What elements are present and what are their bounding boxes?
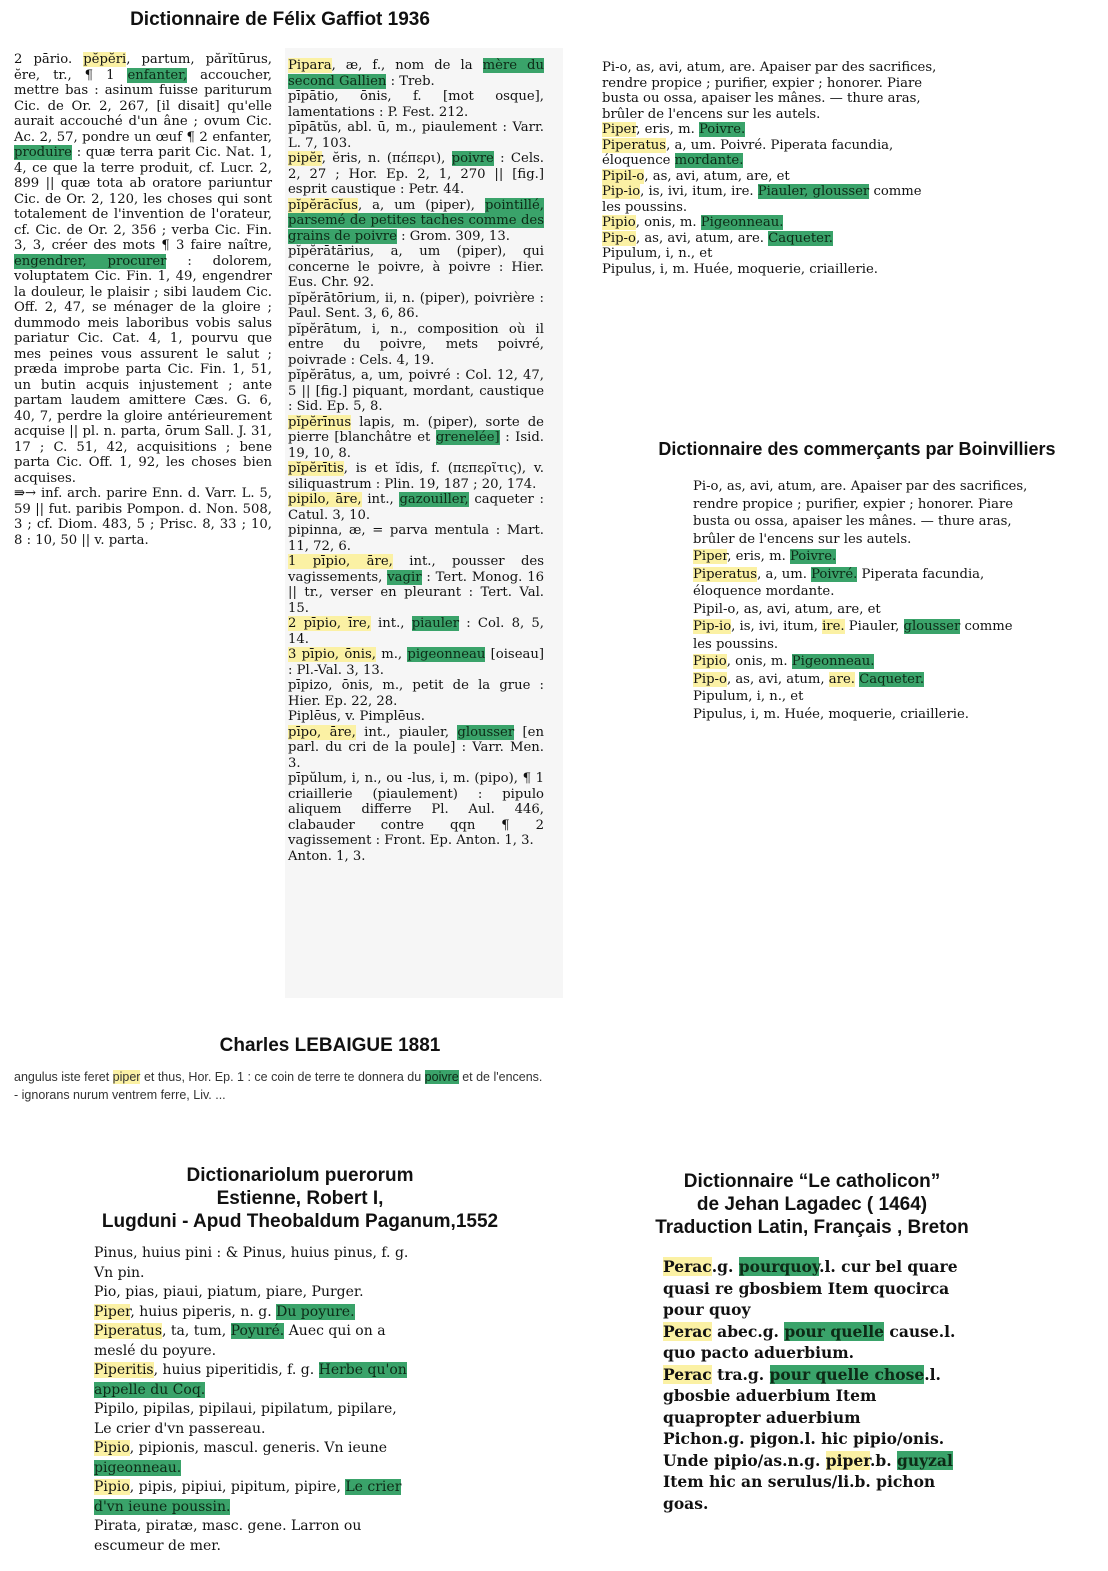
highlight-headword: Piperatus (602, 137, 667, 153)
entry-text: pĭpĕrātōrium, ii, n. (piper), poivrière : Paul. Sent. 3, 6, 86. (288, 290, 544, 321)
estienne-heading-line-3: Lugduni - Apud Theobaldum Paganum,1552 (101, 1211, 499, 1232)
entry-text: lapis, m. (piper), sorte de pierre [blanchâtre et (288, 414, 544, 445)
highlight-headword: Piper (602, 122, 637, 137)
highlight-headword: Piperatus (693, 566, 758, 582)
entry-text: , onis, m. (635, 215, 701, 230)
dictionary-entry (14, 1086, 714, 1104)
dictionary-entry (14, 1068, 714, 1086)
highlight-translation: Caqueter. (859, 671, 925, 687)
highlight-translation: enfanter, (127, 67, 188, 83)
estienne-entries (94, 1244, 412, 1556)
dictionary-entry (693, 671, 1033, 689)
gaffiot-column-2 (288, 58, 544, 864)
highlight-headword: pĭpĕrīnus (288, 414, 352, 430)
entry-text: et thus, Hor. Ep. 1 : ce coin de terre te donnera du (140, 1070, 425, 1084)
dictionary-entry (288, 415, 544, 462)
entry-text: , ĕris, n. (πέπερι), (321, 151, 452, 166)
dictionary-entry (288, 523, 544, 554)
entry-text: Pio, pias, piaui, piatum, piare, Purger. (94, 1284, 364, 1300)
estienne-heading-line-2: Estienne, Robert I, (216, 1188, 384, 1209)
highlight-headword: Pipil-o (602, 168, 645, 184)
dictionary-entry (94, 1361, 412, 1400)
entry-text: Pipulus, i, m. Huée, moquerie, criaillerie. (693, 706, 970, 722)
highlight-translation: Le crier d'vn ieune poussin. (94, 1479, 402, 1515)
highlight-translation: Poyuré. (230, 1323, 285, 1339)
dictionary-entry (288, 461, 544, 492)
dictionary-entry (602, 246, 942, 262)
dictionary-entry (288, 492, 544, 523)
dictionary-entry (663, 1364, 979, 1429)
entry-text: Pipilo, pipilas, pipilaui, pipilatum, pipilare, Le crier d'vn passereau. (94, 1401, 397, 1437)
entry-text: Anton. 1, 3. (288, 848, 366, 864)
highlight-translation: Poivre. (698, 122, 746, 137)
dictionary-entry (602, 60, 942, 122)
entry-text: .b. (869, 1450, 897, 1470)
dictionary-entry (693, 548, 1033, 566)
highlight-translation: Herbe qu'on appelle du Coq. (94, 1362, 407, 1398)
dictionary-entry (288, 120, 544, 151)
dictionary-entry (288, 368, 544, 415)
highlight-headword: Piper (693, 549, 728, 564)
entry-text: Piauler, (844, 619, 904, 634)
lebaigue-heading: Charles LEBAIGUE 1881 (219, 1035, 441, 1056)
entry-text: , as, avi, atum, (726, 671, 829, 687)
entry-text: , huius piperitidis, f. g. (153, 1362, 319, 1378)
dictionary-entry (94, 1517, 412, 1556)
highlight-headword: 2 pīpio, īre, (288, 616, 371, 631)
entry-text: , eris, m. (727, 549, 790, 564)
dictionary-entry (693, 688, 1033, 706)
entry-text: - ignorans nurum ventrem ferre, Liv. ... (14, 1088, 226, 1102)
dictionary-entry (602, 184, 942, 215)
entry-text: , pipis, pipiui, pipitum, pipire, (129, 1479, 346, 1495)
entry-text: Pi-o, as, avi, atum, are. Apaiser par des sacrifices, rendre propice ; purifier, expier ; honorer. Piare busta ou ossa, apaiser les mânes. — thure aras, brûler de l'encens sur les autels. (693, 479, 1028, 547)
dictionary-entry (288, 616, 544, 647)
highlight-translation: gazouiller, (399, 492, 469, 507)
dictionary-entry (288, 709, 544, 725)
highlight-translation: pigeonneau (407, 647, 486, 662)
highlight-translation: produire (14, 145, 72, 160)
highlight-headword: Piper (94, 1303, 131, 1320)
boinvilliers-entries (693, 478, 1033, 723)
entry-text: , eris, m. (636, 122, 699, 137)
entry-text: 2 pārio. (14, 52, 84, 67)
entry-text: , as, avi, atum, are, et (644, 168, 790, 184)
dictionary-entry (288, 725, 544, 772)
entry-text: Pipulus, i, m. Huée, moquerie, criaillerie. (602, 261, 879, 277)
highlight-headword: pipĕr (288, 151, 322, 166)
dictionary-entry (288, 151, 544, 198)
entry-text: cause.l. quo pacto aduerbium. (663, 1321, 956, 1362)
entry-text: tra.g. (711, 1364, 770, 1384)
highlight-translation: pointillé, parsemé de petites taches comme des grains de poivre (288, 197, 544, 244)
entry-text: , a, um (piper), (357, 197, 485, 213)
dictionary-entry (693, 653, 1033, 671)
catholicon-heading-line-1: Dictionnaire “Le catholicon” (683, 1171, 941, 1192)
entry-text: Piperata facundia, éloquence mordante. (693, 566, 985, 599)
dictionary-entry (94, 1439, 412, 1478)
estienne-heading (20, 1164, 580, 1233)
highlight-headword: ire. (822, 619, 845, 634)
highlight-translation: pour quelle (784, 1321, 884, 1341)
entry-text: abec.g. (711, 1321, 785, 1341)
dictionary-entry (14, 52, 272, 486)
entry-text: : Treb. (386, 73, 435, 89)
entry-text: comme les poussins. (602, 184, 922, 215)
highlight-translation: poivre (424, 1070, 459, 1084)
entry-text: , pipionis, mascul. generis. Vn ieune (129, 1440, 388, 1456)
highlight-headword: Pipio (602, 215, 636, 230)
dictionary-entry (288, 554, 544, 616)
dictionary-entry (288, 198, 544, 245)
dictionary-entry (602, 262, 942, 278)
dictionary-entry (693, 618, 1033, 653)
catholicon-heading-line-2: de Jehan Lagadec ( 1464) (696, 1194, 928, 1215)
highlight-translation: Caqueter. (768, 230, 833, 246)
entry-text: .l. cur bel quare quasi re gbosbiem Item quocirca pour quoy (663, 1257, 958, 1319)
highlight-headword: pĭpĕrītis (288, 461, 344, 476)
highlight-translation: Du poyure. (276, 1303, 355, 1320)
entry-text: Item hic an serulus/li.b. pichon goas. (663, 1472, 936, 1513)
entry-text: , is, ivi, itum, (731, 619, 823, 634)
entry-text: Auec qui on a meslé du poyure. (94, 1323, 386, 1359)
entry-text: Pinus, huius pini : & Pinus, huius pinus, f. g. Vn pin. (94, 1245, 409, 1281)
catholicon-heading (612, 1170, 1012, 1239)
dictionary-entry (288, 678, 544, 709)
entry-text: : Grom. 309, 13. (396, 228, 510, 244)
dictionary-entry (288, 89, 544, 120)
boinvilliers-heading: Dictionnaire des commerçants par Boinvilliers (658, 439, 1056, 459)
highlight-translation: Piauler, glousser (757, 184, 870, 199)
highlight-translation: pour quelle chose (769, 1364, 925, 1384)
highlight-headword: Pip-o (602, 230, 636, 246)
entry-text: Pirata, piratæ, masc. gene. Larron ou escumeur de mer. (94, 1518, 362, 1554)
entry-text: , partum, părĭtūrus, ĕre, tr., ¶ 1 (14, 52, 272, 83)
highlight-translation: Pigeonneau. (700, 215, 784, 230)
dictionary-entry (663, 1256, 979, 1321)
highlight-translation: Poivré. (811, 566, 858, 582)
highlight-headword: Pip-o (693, 671, 727, 687)
entry-text: [en parl. du cri de la poule] : Varr. Men. 3. (288, 724, 544, 771)
dictionary-entry (94, 1244, 412, 1283)
highlight-headword: pīpo, āre, (288, 724, 356, 740)
dictionary-entry (602, 231, 942, 247)
highlight-headword: Pipio (693, 654, 727, 669)
dictionary-entry (94, 1303, 412, 1323)
entry-text: Pi-o, as, avi, atum, are. Apaiser par des sacrifices, rendre propice ; purifier, expier ; honorer. Piare busta ou ossa, apaiser les mânes. — thure aras, brûler de l'encens sur les autels. (602, 60, 937, 122)
estienne-heading-line-1: Dictionariolum puerorum (186, 1165, 414, 1186)
highlight-headword: Pip-io (693, 619, 732, 634)
dictionary-entry (693, 706, 1033, 724)
dictionary-entry (288, 647, 544, 678)
highlight-headword: are. (828, 671, 855, 687)
entry-text: pīpŭlum, i, n., ou -lus, i, m. (pipo), ¶ 1 criaillerie (piaulement) : pipulo aliquem differre Pl. Aul. 446, clabauder contre qqn ¶ 2 vagissement : Front. Ep. Anton. 1, 3. (288, 771, 544, 848)
highlight-translation: glousser (457, 724, 515, 740)
entry-text: : Isid. 19, 10, 8. (288, 430, 544, 461)
entry-text: pīpātŭs, abl. ū, m., piaulement : Varr. L. 7, 103. (288, 120, 544, 151)
highlight-translation: vagir (387, 569, 422, 585)
highlight-headword: Perac (663, 1257, 712, 1276)
entry-text: , onis, m. (726, 654, 792, 669)
highlight-headword: Pipio (94, 1440, 130, 1456)
gaffiot-column-1 (14, 52, 272, 548)
dictionary-entry (94, 1400, 412, 1439)
dictionary-entry (288, 291, 544, 322)
entry-text: et de l'encens. (458, 1070, 543, 1084)
entry-text: , is et ĭdis, f. (πεπερῖτις), v. siliquastrum : Plin. 19, 187 ; 20, 174. (288, 461, 544, 492)
dictionary-entry (602, 138, 942, 169)
dictionary-entry (602, 122, 942, 138)
highlight-headword: pĕpĕri (83, 52, 127, 67)
highlight-headword: Piperitis (94, 1362, 154, 1378)
dictionary-entry (288, 849, 544, 865)
highlight-translation: Poivre. (789, 549, 837, 564)
highlight-translation: Pigeonneau. (791, 654, 875, 669)
dictionary-entry (94, 1322, 412, 1361)
entry-text: Pipulum, i, n., et (602, 246, 713, 261)
entry-text: caqueter : Catul. 3, 10. (288, 492, 544, 523)
entry-text: ⇛→ inf. arch. parire Enn. d. Varr. L. 5, 59 || fut. paribis Pompon. d. Non. 508, 3 ; cf. Diom. 483, 5 ; Prisc. 8, 33 ; 10, 8 : 10, 50 || v. parta. (14, 486, 272, 548)
highlight-translation: pourquoy (738, 1257, 820, 1276)
dictionary-entry (693, 566, 1033, 601)
highlight-headword: 3 pīpio, ōnis, (288, 647, 376, 662)
highlight-translation: mordante. (674, 153, 744, 168)
gaffiot-column-3 (602, 60, 942, 277)
entry-text: : quæ terra parit Cic. Nat. 1, 4, ce que la terre produit, cf. Lucr. 2, 899 || quæ tota ab oratore pariuntur Cic. de Or. 2, 120, les choses qui sont totalement de l'invention de l'orateur, cf. Cic. de Or. 2, 356 ; verba Cic. Fin. 3, 3, créer des mots ¶ 3 faire naître, (14, 145, 272, 253)
entry-text: : Tert. Monog. 16 || tr., verser en pleurant : Tert. Val. 15. (288, 569, 544, 616)
dictionary-entry (693, 478, 1033, 548)
entry-text: int., (361, 492, 400, 507)
highlight-headword: piper (825, 1450, 870, 1470)
entry-text: .l. gbosbie aduerbium Item quapropter aduerbium (663, 1364, 941, 1427)
dictionary-entry (663, 1321, 979, 1364)
highlight-translation: piauler (411, 616, 460, 631)
highlight-translation: grenelée] (435, 430, 500, 445)
highlight-headword: Piperatus (94, 1323, 163, 1339)
entry-text: m., (375, 647, 408, 662)
entry-text: , a, um. (757, 566, 812, 582)
dictionary-entry (288, 322, 544, 369)
highlight-headword: Pipara (288, 58, 332, 73)
entry-text: pĭpĕrātārius, a, um (piper), qui concerne le poivre, à poivre : Hier. Eus. Chr. 92. (288, 244, 544, 290)
entry-text: : Cels. 2, 27 ; Hor. Ep. 2, 1, 270 || [fig.] esprit caustique : Petr. 44. (288, 151, 544, 197)
dictionary-entry (288, 771, 544, 849)
entry-text: angulus iste feret (14, 1070, 113, 1084)
highlight-translation: pigeonneau. (94, 1459, 182, 1476)
entry-text: Pichon.g. pigon.l. hic pipio/onis. Unde pipio/as.n.g. (663, 1429, 945, 1470)
dictionary-entry (14, 486, 272, 548)
highlight-headword: Perac (663, 1321, 712, 1341)
entry-text: pĭpĕrātus, a, um, poivré : Col. 12, 47, 5 || [fig.] piquant, mordant, caustique : Sid. Ep. 5, 8. (288, 368, 544, 414)
entry-text: int., pousser des vagissements, (288, 554, 544, 585)
gaffiot-heading: Dictionnaire de Félix Gaffiot 1936 (130, 9, 430, 30)
highlight-headword: pĭpĕrācĭus (288, 197, 358, 213)
entry-text: , æ, f., nom de la (331, 58, 483, 73)
entry-text: , is, ivi, itum, ire. (640, 184, 758, 199)
catholicon-heading-line-3: Traduction Latin, Français , Breton (655, 1217, 969, 1238)
entry-text: Pipil-o, as, avi, atum, are, et (693, 601, 881, 617)
entry-text: pīpātio, ōnis, f. [mot osque], lamentations : P. Fest. 212. (288, 89, 544, 120)
entry-text: comme les poussins. (693, 619, 1013, 652)
dictionary-entry (94, 1478, 412, 1517)
highlight-translation: mère du second Gallien (288, 58, 544, 89)
highlight-translation: guyzal (897, 1450, 953, 1470)
highlight-headword: piper (112, 1070, 141, 1084)
highlight-translation: poivre (451, 151, 494, 166)
dictionary-entry (602, 215, 942, 231)
lebaigue-entries (14, 1068, 714, 1104)
dictionary-entry (663, 1428, 979, 1514)
entry-text: Pipulum, i, n., et (693, 689, 804, 704)
entry-text: accoucher, mettre bas : asinum fuisse pariturum Cic. de Or. 2, 267, [il disait] qu'elle aurait accouché d'un âne ; ovum Cic. Ac. 2, 57, pondre un œuf ¶ 2 enfanter, (14, 67, 272, 145)
dictionary-entry (693, 601, 1033, 619)
entry-text: [oiseau] : Pl.-Val. 3, 13. (288, 647, 545, 678)
dictionary-entry (288, 58, 544, 89)
entry-text: Piplēus, v. Pimplēus. (288, 709, 425, 724)
entry-text: , a, um. Poivré. Piperata facundia, éloquence (602, 137, 894, 168)
highlight-headword: pipilo, āre, (288, 492, 362, 507)
entry-text: int., (370, 616, 412, 631)
entry-text: .g. (711, 1257, 739, 1276)
entry-text: pīpizo, ōnis, m., petit de la grue : Hier. Ep. 22, 28. (288, 678, 544, 709)
entry-text: , ta, tum, (162, 1323, 231, 1339)
entry-text: : Col. 8, 5, 14. (288, 616, 544, 647)
entry-text: : dolorem, voluptatem Cic. Fin. 1, 49, engendrer la douleur, le plaisir ; sibi laudem Cic. Off. 2, 47, se ménager de la gloire ; dummodo meis laboribus vobis salus pariatur Cic. Cat. 4, 1, pourvu que mes peines vous assurent le salut ; præda improbe parta Cic. Fin. 1, 51, un butin acquis injustement ; ante partam laudem amittere Cæs. G. 6, 40, 7, perdre la gloire antérieurement acquise || pl. n. parta, ōrum Sall. J. 31, 17 ; C. 51, 42, acquisitions ; bene parta Cic. Off. 1, 92, les choses bien acquises. (14, 253, 272, 486)
highlight-translation: glousser (903, 619, 961, 634)
highlight-headword: Perac (663, 1364, 712, 1384)
entry-text: pipinna, æ, = parva mentula : Mart. 11, 72, 6. (288, 523, 544, 554)
dictionary-entry (94, 1283, 412, 1303)
entry-text: pĭpĕrātum, i, n., composition où il entre du poivre, mets poivré, poivrade : Cels. 4, 19. (288, 321, 544, 368)
entry-text: int., piauler, (355, 724, 458, 740)
entry-text: , huius piperis, n. g. (130, 1303, 277, 1320)
dictionary-entry (602, 169, 942, 185)
entry-text: , as, avi, atum, are. (635, 230, 769, 246)
dictionary-entry (288, 244, 544, 291)
highlight-headword: 1 pīpio, āre, (288, 554, 393, 569)
highlight-headword: Pipio (94, 1479, 130, 1495)
highlight-translation: engendrer, procurer (14, 253, 167, 269)
catholicon-entries (663, 1256, 979, 1514)
highlight-headword: Pip-io (602, 184, 641, 199)
